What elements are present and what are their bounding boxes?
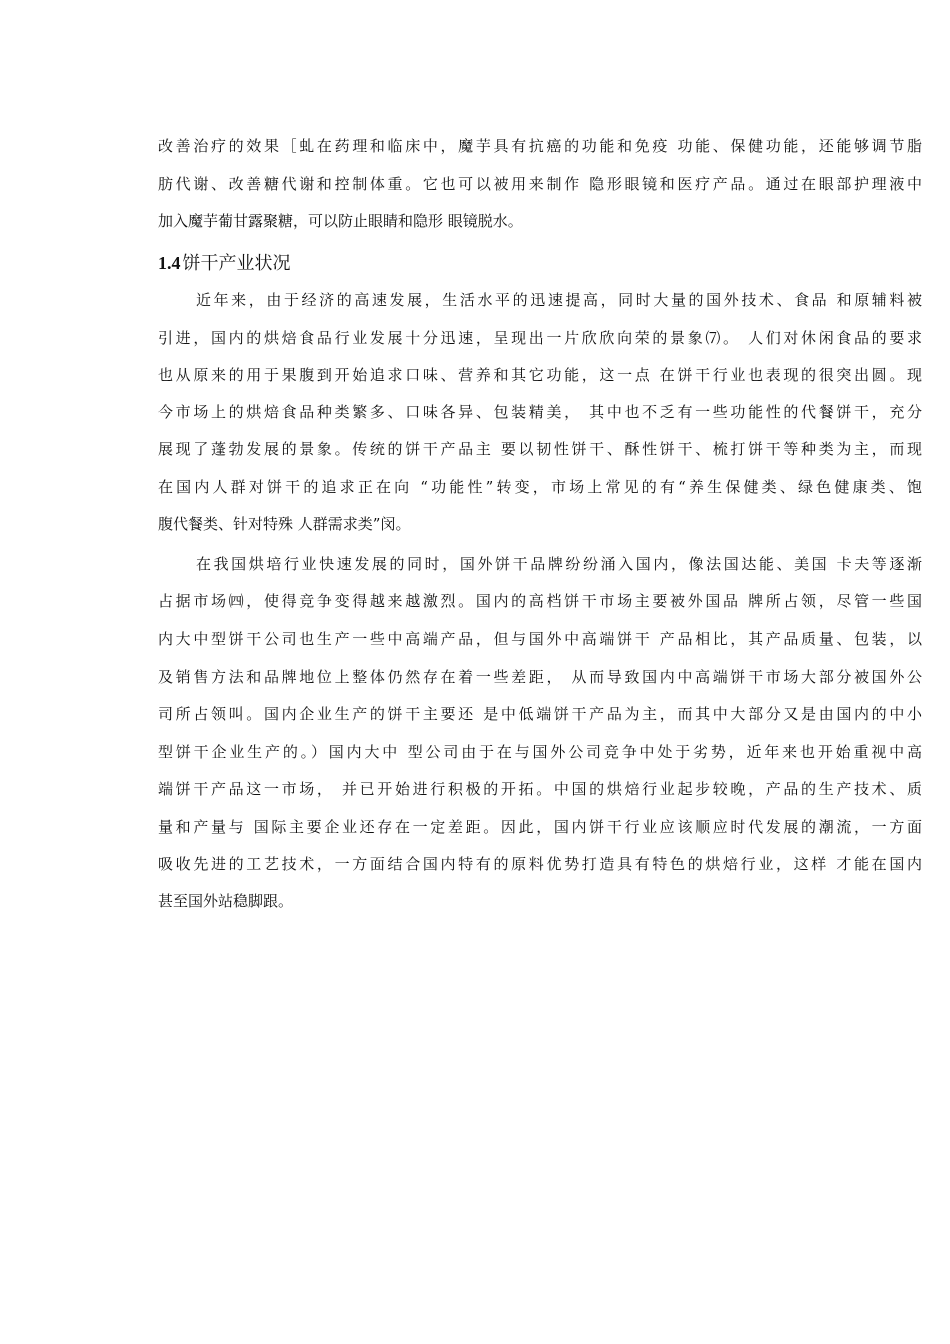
p2-line-10: 甚至国外站稳脚跟。 (158, 892, 294, 910)
p1-line-7: 腹代餐类、针对特殊 人群需求类”闵。 (158, 515, 411, 533)
p2-line-8: 量和产量与 国际主要企业还存在一定差距。因此，国内饼干行业应该顺应时代发展的潮流，一方面 (158, 818, 922, 836)
section-number: 1.4 (158, 253, 181, 273)
p1-line-3: 也从原来的用于果腹到开始追求口味、营养和其它功能，这一点 在饼干行业也表现的很突出圆。现 (158, 366, 922, 384)
section-title: 饼干产业状况 (182, 253, 291, 274)
p2-line-6: 型饼干企业生产的。）国内大中 型公司由于在与国外公司竞争中处于劣势，近年来也开始重视中高 (158, 743, 922, 761)
p1-line-6: 在国内人群对饼干的追求正在向 “功能性”转变，市场上常见的有“养生保健类、绿色健康类、饱 (158, 478, 922, 496)
intro-line-2: 肪代谢、改善糖代谢和控制体重。它也可以被用来制作 隐形眼镜和医疗产品。通过在眼部护理液中 (158, 175, 922, 193)
p2-line-3: 内大中型饼干公司也生产一些中高端产品，但与国外中高端饼干 产品相比，其产品质量、包装，以 (158, 630, 922, 648)
intro-line-1: 改善治疗的效果［虬在药理和临床中，魔芋具有抗癌的功能和免疫 功能、保健功能，还能够调节脂 (158, 137, 922, 155)
p1-line-5: 展现了蓬勃发展的景象。传统的饼干产品主 要以韧性饼干、酥性饼干、梳打饼干等种类为主，而现 (158, 440, 922, 458)
p1-line-2: 引进，国内的烘焙食品行业发展十分迅速，呈现出一片欣欣向荣的景象⑺。 人们对休闲食品的要求 (158, 329, 922, 347)
p2-line-1: 在我国烘培行业快速发展的同时，国外饼干品牌纷纷涌入国内，像法国达能、美国 卡夫等逐渐 (196, 555, 922, 573)
p1-line-1: 近年来，由于经济的高速发展，生活水平的迅速提高，同时大量的国外技术、食品 和原辅料被 (196, 291, 922, 309)
section-heading (158, 251, 291, 276)
p1-line-4: 今市场上的烘焙食品种类繁多、口味各异、包装精美， 其中也不乏有一些功能性的代餐饼干，充分 (158, 403, 922, 421)
intro-line-3: 加入魔芋葡甘露聚糖，可以防止眼睛和隐形 眼镜脱水。 (158, 212, 523, 230)
p2-line-7: 端饼干产品这一市场， 并已开始进行积极的开拓。中国的烘焙行业起步较晚，产品的生产技术、质 (158, 780, 922, 798)
p2-line-5: 司所占领叫。国内企业生产的饼干主要还 是中低端饼干产品为主，而其中大部分又是由国内的中小 (158, 705, 922, 723)
p2-line-9: 吸收先进的工艺技术，一方面结合国内特有的原料优势打造具有特色的烘焙行业，这样 才能在国内 (158, 855, 922, 873)
p2-line-2: 占据市场㈣，使得竞争变得越来越激烈。国内的高档饼干市场主要被外国品 牌所占领，尽管一些国 (158, 592, 922, 610)
p2-line-4: 及销售方法和品牌地位上整体仍然存在着一些差距， 从而导致国内中高端饼干市场大部分被国外公 (158, 668, 922, 686)
